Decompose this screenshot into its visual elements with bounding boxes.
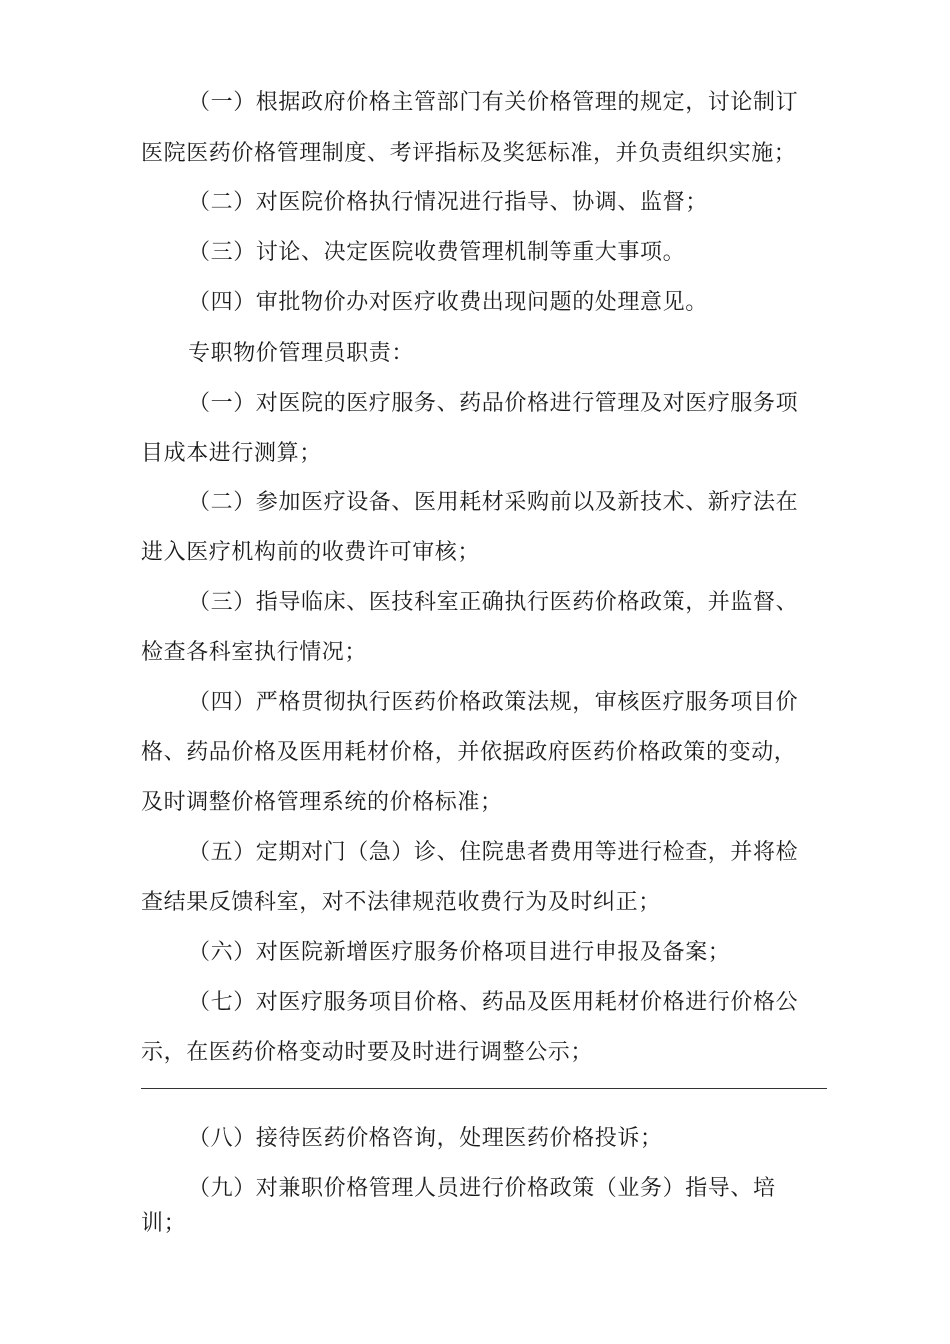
text-line: （四）审批物价办对医疗收费出现问题的处理意见。 <box>188 290 708 315</box>
text-line: （九）对兼职价格管理人员进行价格政策（业务）指导、培 <box>188 1176 776 1201</box>
text-line: （六）对医院新增医疗服务价格项目进行申报及备案； <box>188 940 731 965</box>
text-line: 及时调整价格管理系统的价格标准； <box>141 790 503 815</box>
text-line: （二）对医院价格执行情况进行指导、协调、监督； <box>188 190 708 215</box>
text-line: 检查各科室执行情况； <box>141 640 368 665</box>
text-line: （三）讨论、决定医院收费管理机制等重大事项。 <box>188 240 686 265</box>
text-line: （七）对医疗服务项目价格、药品及医用耗材价格进行价格公 <box>188 990 799 1015</box>
text-line: 查结果反馈科室，对不法律规范收费行为及时纠正； <box>141 890 661 915</box>
page-divider <box>141 1088 827 1089</box>
text-line: （一）根据政府价格主管部门有关价格管理的规定，讨论制订 <box>188 90 799 115</box>
text-line: （四）严格贯彻执行医药价格政策法规，审核医疗服务项目价 <box>188 690 799 715</box>
text-line: （五）定期对门（急）诊、住院患者费用等进行检查，并将检 <box>188 840 799 865</box>
text-line: 进入医疗机构前的收费许可审核； <box>141 540 481 565</box>
text-line: （一）对医院的医疗服务、药品价格进行管理及对医疗服务项 <box>188 391 799 416</box>
text-line: （二）参加医疗设备、医用耗材采购前以及新技术、新疗法在 <box>188 490 799 515</box>
text-line: 目成本进行测算； <box>141 441 322 466</box>
text-line: 示，在医药价格变动时要及时进行调整公示； <box>141 1040 594 1065</box>
text-line: 训； <box>141 1211 187 1236</box>
text-line: （三）指导临床、医技科室正确执行医药价格政策，并监督、 <box>188 590 799 615</box>
text-line: （八）接待医药价格咨询，处理医药价格投诉； <box>188 1126 663 1151</box>
section-heading: 专职物价管理员职责： <box>188 341 415 366</box>
text-line: 医院医药价格管理制度、考评指标及奖惩标准，并负责组织实施； <box>141 141 797 166</box>
text-line: 格、药品价格及医用耗材价格，并依据政府医药价格政策的变动， <box>141 740 797 765</box>
